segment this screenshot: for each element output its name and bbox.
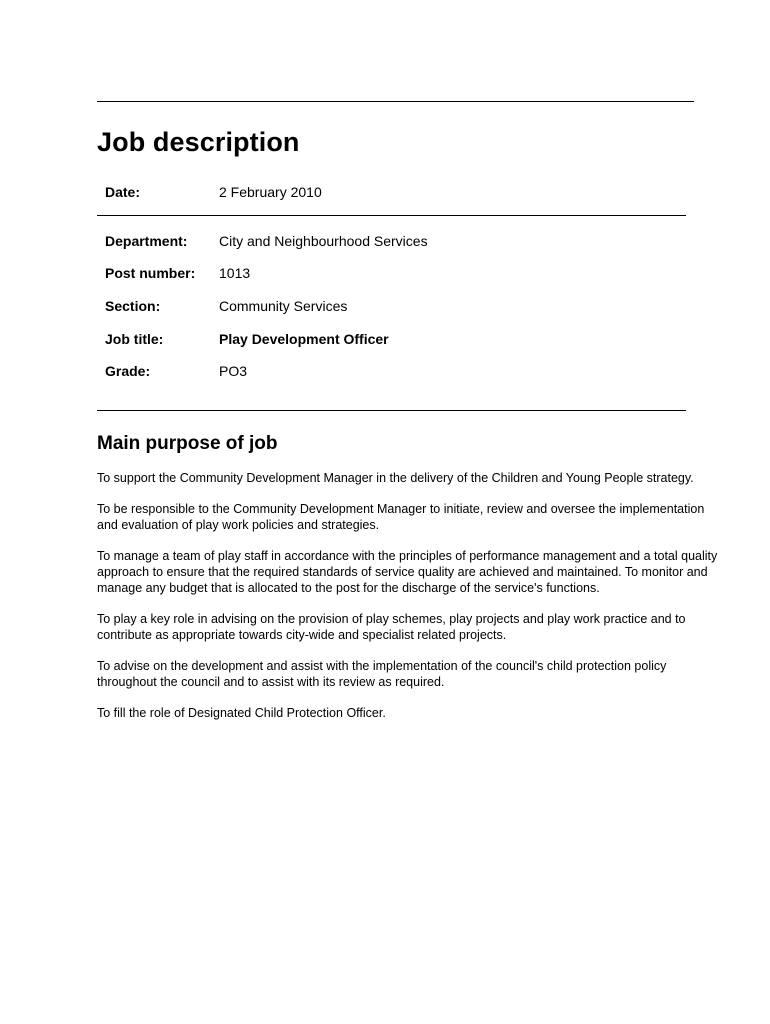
purpose-paragraph: To be responsible to the Community Development Manager to initiate, review and oversee the implementation and evaluation of play work policies and strategies. — [97, 502, 705, 532]
grade-value: PO3 — [219, 363, 248, 379]
purpose-paragraph: To manage a team of play staff in accordance with the principles of performance management and a total quality approach to ensure that the required standards of service quality are achieved and maintained. To monitor and manage any budget that is allocated to the post for the discharge of the service's functions. — [97, 549, 718, 595]
grade-label: Grade: — [105, 363, 151, 379]
divider-rule — [97, 215, 686, 216]
page-title: Job description — [97, 127, 300, 157]
purpose-paragraph: To support the Community Development Manager in the delivery of the Children and Young People strategy. — [97, 471, 694, 485]
section-label: Section: — [105, 298, 161, 314]
department-label: Department: — [105, 233, 188, 249]
date-value: 2 February 2010 — [219, 184, 322, 200]
job-title-value: Play Development Officer — [219, 331, 389, 347]
divider-rule-bottom — [97, 410, 686, 411]
purpose-paragraph: To advise on the development and assist with the implementation of the council's child protection policy throughout the council and to assist with its review as required. — [97, 659, 667, 689]
post-number-label: Post number: — [105, 265, 196, 281]
purpose-paragraph: To play a key role in advising on the provision of play schemes, play projects and play work practice and to contribute as appropriate towards city-wide and specialist related projects. — [97, 612, 686, 642]
date-label: Date: — [105, 184, 141, 200]
purpose-paragraph: To fill the role of Designated Child Protection Officer. — [97, 706, 386, 720]
job-title-label: Job title: — [105, 331, 164, 347]
section-value: Community Services — [219, 298, 348, 314]
main-purpose-heading: Main purpose of job — [97, 433, 278, 454]
department-value: City and Neighbourhood Services — [219, 233, 428, 249]
post-number-value: 1013 — [219, 265, 251, 281]
header-rule — [97, 101, 694, 102]
main-purpose-body — [97, 470, 719, 736]
